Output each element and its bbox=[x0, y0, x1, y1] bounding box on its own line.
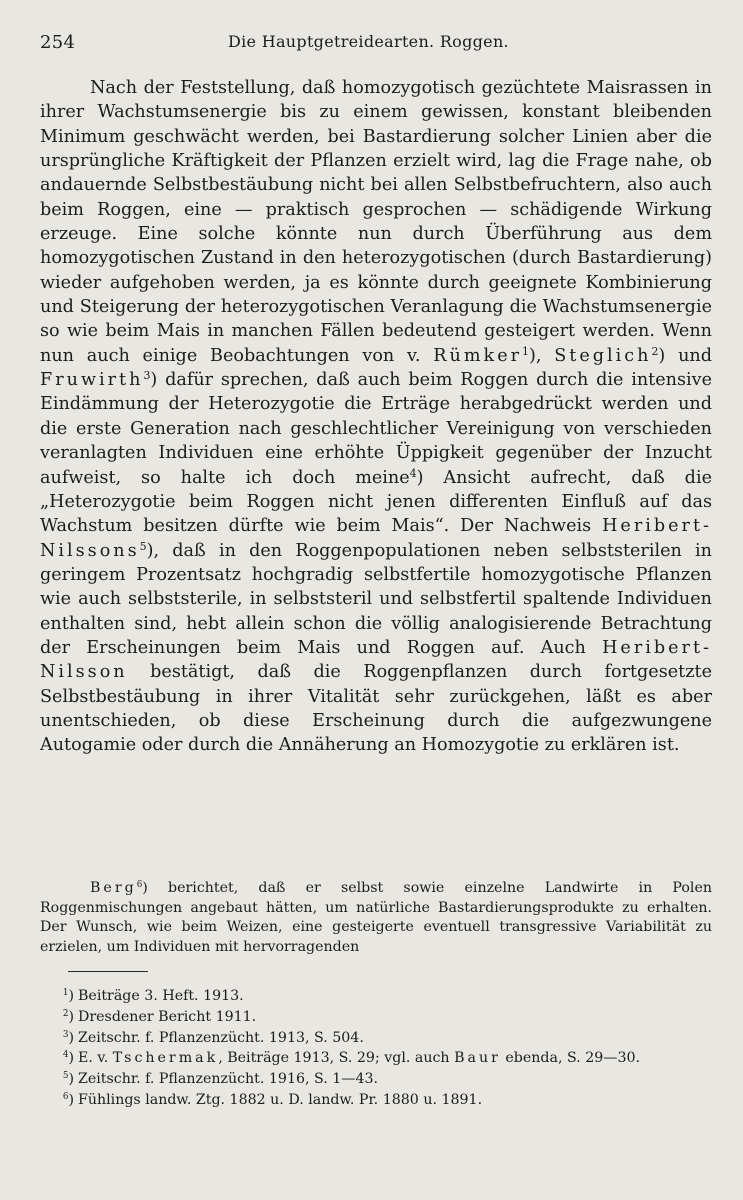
footnote-ref-5[interactable]: 5 bbox=[139, 539, 147, 553]
text-segment: ), bbox=[528, 345, 555, 366]
running-title: Die Hauptgetreidearten. Roggen. bbox=[228, 32, 509, 51]
footnote-number: 3 bbox=[62, 1029, 69, 1040]
page-number: 254 bbox=[40, 32, 76, 53]
footnote-1: $^1$) Beiträge 3. Heft. 1913. bbox=[62, 988, 244, 1004]
author-fruwirth: Fruwirth bbox=[40, 370, 144, 391]
footnote-number: 1 bbox=[62, 988, 69, 999]
footnote-divider bbox=[68, 971, 148, 972]
author-ruemker: Rümker bbox=[433, 345, 523, 366]
footnote-number: 5 bbox=[62, 1071, 69, 1082]
footnote-6: $^6$) Fühlings landw. Ztg. 1882 u. D. landw. Pr. 1880 u. 1891. bbox=[62, 1091, 483, 1108]
author-steglich: Steglich bbox=[554, 345, 652, 366]
footnote-number: 2 bbox=[62, 1008, 69, 1019]
main-paragraph bbox=[40, 76, 712, 758]
footnote-5: $^5$) Zeitschr. f. Pflanzenzücht. 1916, S. 1—43. bbox=[62, 1071, 379, 1088]
footnote-text: Zeitschr. f. Pflanzenzücht. 1916, S. 1—43. bbox=[78, 1071, 379, 1088]
footnote-text: E. v. bbox=[78, 1050, 113, 1067]
footnote-ref-4[interactable]: 4 bbox=[409, 466, 417, 480]
footnote-2: $^2$) Dresdener Bericht 1911. bbox=[62, 1008, 257, 1025]
page-header bbox=[40, 32, 710, 56]
footnote-number: 4 bbox=[62, 1050, 69, 1061]
author-nilsson: Heribert-Nilssons bbox=[40, 516, 712, 561]
footnote-3: $^3$) Zeitschr. f. Pflanzenzücht. 1913, S. 504. bbox=[62, 1029, 364, 1046]
footnote-text: , Beiträge 1913, S. 29; vgl. auch bbox=[218, 1050, 455, 1067]
footnote-number: 6 bbox=[62, 1092, 69, 1103]
text-segment: ) Ansicht aufrecht, daß die „Heterozygotie beim Roggen nicht jenen differenten Einfluß auf das Wachstum besitzen dürfte wie beim Mais“. Der Nachweis bbox=[40, 467, 712, 537]
text-segment: ) dafür sprechen, daß auch beim Roggen durch die intensive Eindämmung der Heterozygotie die Erträge herabgedrückt werden und die erste Generation nach geschlechtlicher Vereinigung von verschieden veranlagten Individuen eine erhöhte Üppigkeit gegenüber der Inzucht aufweist, so halte ich doch meine bbox=[40, 370, 712, 488]
footnote-ref-3[interactable]: 3 bbox=[143, 369, 151, 383]
footnote-text: ebenda, S. 29—30. bbox=[500, 1050, 641, 1067]
footnote-4: $^4$) E. v. Tschermak, Beiträge 1913, S. 29; vgl. auch Baur ebenda, S. 29—30. bbox=[62, 1050, 641, 1067]
text-segment: bestätigt, daß die Roggenpflanzen durch fortgesetzte Selbstbestäubung in ihrer Vitalität sehr zurückgehen, läßt es aber unentschieden, ob diese Erscheinung durch die aufgezwungene Autogamie oder durch die Annäherung an Homozygotie zu erklären ist. bbox=[40, 662, 712, 756]
text-segment: ) und bbox=[658, 345, 712, 366]
footnote-ref-2[interactable]: 2 bbox=[651, 344, 659, 358]
footnote-text: Fühlings landw. Ztg. 1882 u. D. landw. Pr. 1880 u. 1891. bbox=[78, 1091, 483, 1108]
author-berg: Berg bbox=[90, 880, 137, 896]
footnotes bbox=[40, 986, 712, 1111]
author-baur: Baur bbox=[454, 1050, 501, 1067]
author-nilsson: Heribert-Nilsson bbox=[40, 637, 712, 683]
berg-paragraph bbox=[40, 879, 712, 957]
text-segment: Nach der Feststellung, daß homozygotisch gezüchtete Maisrassen in ihrer Wachstumsenergie bis zu einem gewissen, konstant bleibenden Minimum geschwächt werden, bei Bastardierung solcher Linien aber die ursprüngliche Kräftigkeit der Pflanzen erzielt wird, lag die Frage nahe, ob andauernde Selbstbestäubung nicht bei allen Selbstbefruchtern, also auch beim Roggen, eine — praktisch gesprochen — schädigende Wirkung erzeuge. Eine solche könnte nun durch Überführung aus dem homozygotischen Zustand in den heterozygotischen (durch Bastardierung) wieder aufgehoben werden, ja es könnte durch geeignete Kombinierung und Steigerung der heterozygotischen Veranlagung die Wachstumsenergie so wie beim Mais in manchen Fällen bedeutend gesteigert werden. Wenn nun auch einige Beobachtungen von v. bbox=[40, 78, 712, 366]
text-segment: ), daß in den Roggenpopulationen neben selbststerilen in geringem Prozentsatz hochgradig selbstfertile homozygotische Pflanzen wie auch selbststerile, in selbststeril und selbstfertil spaltende Individuen enthalten sind, hebt allein schon die völlig analogisierende Betrachtung der Erscheinungen beim Mais und Roggen auf. Auch bbox=[40, 540, 712, 658]
footnote-ref-1[interactable]: 1 bbox=[522, 344, 529, 358]
footnote-text: Dresdener Bericht 1911. bbox=[78, 1008, 257, 1025]
text-segment: ) berichtet, daß er selbst sowie einzelne Landwirte in Polen Roggenmischungen angebaut hätten, um natürliche Bastardierungsprodukte zu erhalten. Der Wunsch, wie beim Weizen, eine gesteigerte eventuell transgressive Variabilität zu erzielen, um Individuen mit hervorragenden bbox=[40, 880, 712, 955]
footnote-ref-6[interactable]: 6 bbox=[136, 880, 143, 891]
main-text bbox=[40, 76, 712, 758]
footnote-text: Beiträge 3. Heft. 1913. bbox=[78, 988, 244, 1004]
small-print-paragraph bbox=[40, 879, 712, 957]
footnote-text: Zeitschr. f. Pflanzenzücht. 1913, S. 504. bbox=[78, 1029, 364, 1046]
author-tschermak: Tschermak bbox=[112, 1050, 219, 1067]
